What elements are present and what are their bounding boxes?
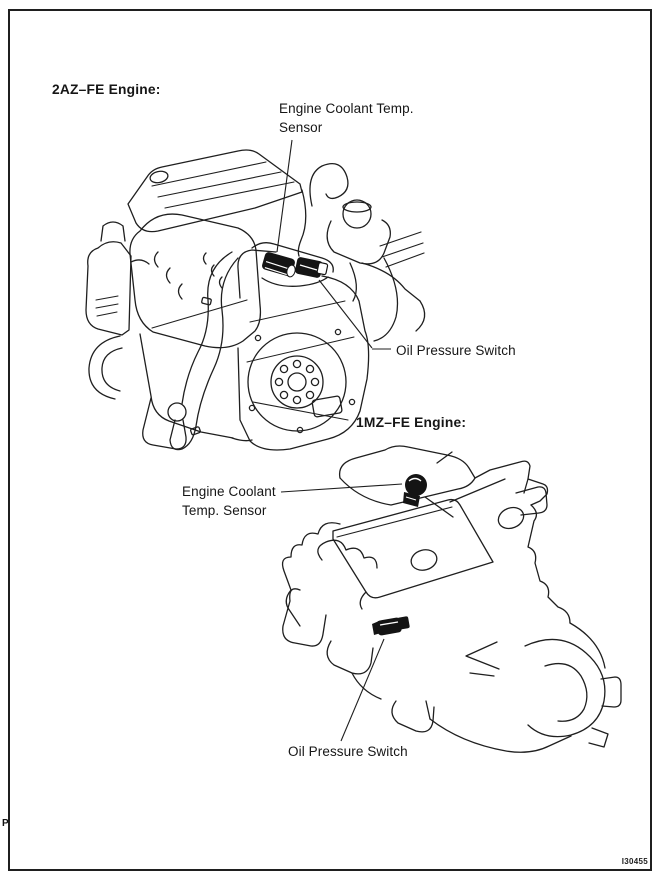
section-heading-1mz: 1MZ–FE Engine:: [356, 415, 467, 430]
engine-2az-drawing: [86, 150, 425, 450]
leader-coolant-1mz: [281, 484, 402, 492]
label-coolant-temp-sensor-2az-line2: Sensor: [279, 119, 323, 135]
label-coolant-temp-sensor-2az-line1: Engine Coolant Temp.: [279, 101, 414, 116]
oil-pressure-switch-1mz: [372, 616, 410, 636]
label-coolant-temp-sensor-1mz-line2: Temp. Sensor: [182, 502, 267, 518]
label-coolant-temp-sensor-1mz-line1: Engine Coolant: [182, 484, 276, 499]
label-coolant-temp-sensor-1mz: [182, 483, 276, 520]
coolant-temp-sensor-1mz: [403, 474, 427, 507]
figure-code: I30455: [621, 857, 648, 866]
label-oil-pressure-switch-1mz: Oil Pressure Switch: [288, 744, 408, 759]
label-coolant-temp-sensor-2az: [279, 100, 414, 137]
leader-oil-1mz: [341, 639, 384, 741]
label-oil-pressure-switch-2az: Oil Pressure Switch: [396, 343, 516, 358]
section-heading-2az: 2AZ–FE Engine:: [52, 82, 161, 97]
oil-pressure-switch-2az: [294, 256, 328, 278]
engine-1mz-drawing: [283, 446, 621, 752]
leader-lines-1mz: [281, 484, 402, 741]
leader-lines-2az: [277, 140, 391, 349]
coolant-temp-sensor-2az: [261, 251, 296, 278]
page-edge-marker: P: [2, 818, 9, 829]
